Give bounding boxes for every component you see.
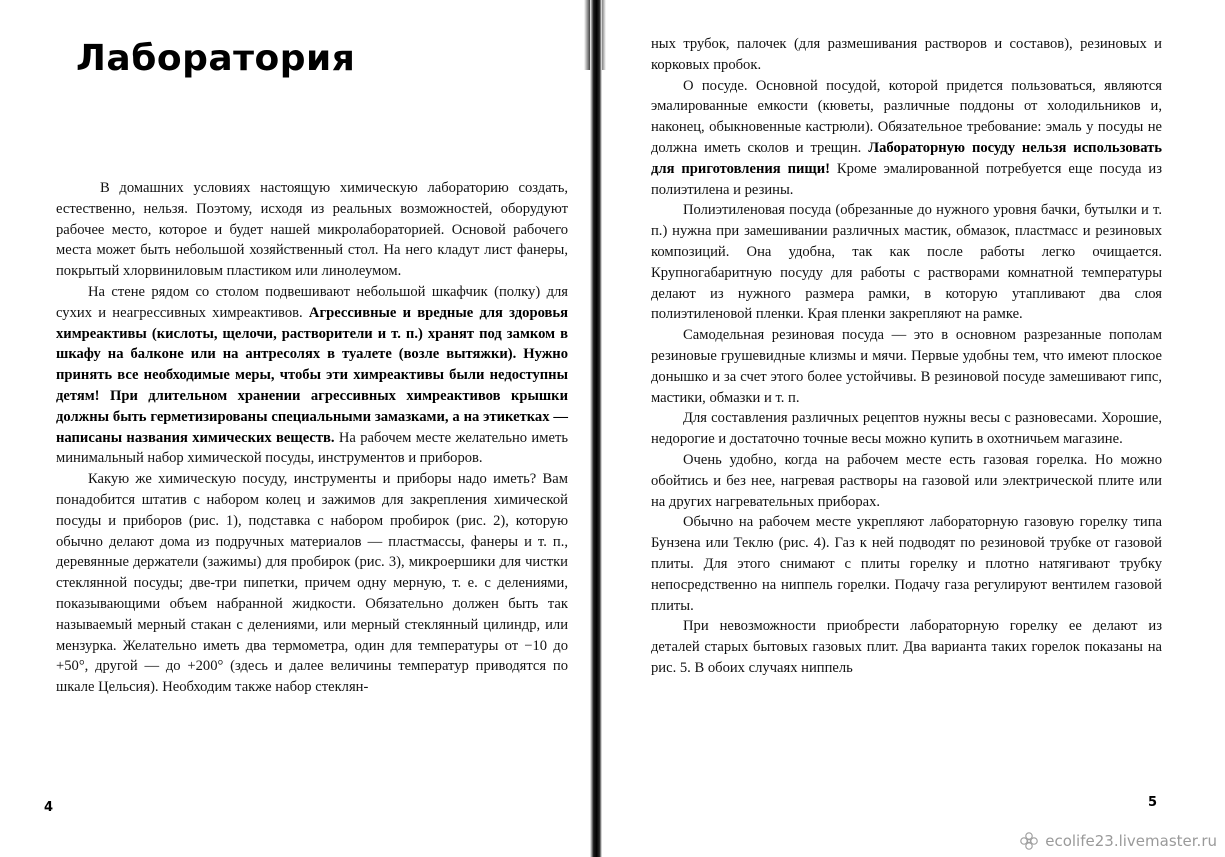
paragraph <box>651 34 1162 76</box>
text-run: Какую же химическую посуду, инструменты и приборы надо иметь? Вам понадобится штатив с набором колец и зажимов для закрепления химической посуды и приборов (рис. 1), подставка с набором пробирок (рис. 2), которую обычно делают дома из подручных материалов — пластмассы, фанеры и т. п., деревянные держатели (зажимы) для пробирок (рис. 3), микроершики для чистки стеклянной посуды; две-три пипетки, причем одну мерную, т. е. с делениями, показывающими объем набранной жидкости. Обязательно должен быть так называемый мерный стакан с делениями, или мерный стеклянный цилиндр, или мензурка. Желательно иметь два термометра, один для температуры от −10 до +50°, другой — до +200° (здесь и далее величины температур приводятся по шкале Цельсия). Необходим также набор стеклян- <box>56 471 568 696</box>
text-run: Полиэтиленовая посуда (обрезанные до нужного уровня бачки, бутылки и т. п.) нужна при замешивании различных мастик, обмазок, пластмасс и резиновых композиций. Она удобна, так как после работы легко очищается. Крупногабаритную посуду для работы с растворами комнатной температуры делают из нужного размера рамки, в которую утапливают два слоя полиэтиленовой пленки. Края пленки закрепляют на рамке. <box>651 202 1162 323</box>
watermark <box>1019 831 1217 851</box>
text-run: О посуде. Основной посудой, которой придется пользоваться, являются эмалированные емкости (кюветы, различные поддоны от холодильников и, наконец, обыкновенные кастрюли). Обязательное требование: эмаль у посуды не должна иметь сколов и трещин. <box>651 77 1162 156</box>
text-run: На стене рядом со столом подвешивают небольшой шкафчик (полку) для сухих и неагрессивных химреактивов. <box>56 283 568 321</box>
text-run: Для составления различных рецептов нужны весы с разновесами. Хорошие, недорогие и достаточно точные весы можно купить в охотничьем магазине. <box>651 410 1162 448</box>
left-page-body <box>56 178 568 698</box>
paragraph <box>56 178 568 282</box>
paragraph <box>651 450 1162 512</box>
text-run: Очень удобно, когда на рабочем месте есть газовая горелка. Но можно обойтись и без нее, нагревая растворы на газовой или электрической плите или на других нагревательных приборах. <box>651 451 1162 510</box>
text-run: На рабочем месте желательно иметь минимальный набор химической посуды, инструментов и приборов. <box>56 429 568 467</box>
page-number-left: 4 <box>44 800 54 815</box>
paragraph <box>651 325 1162 408</box>
right-page-body <box>651 34 1162 679</box>
paragraph <box>651 408 1162 450</box>
paragraph <box>651 200 1162 325</box>
paragraph <box>651 76 1162 201</box>
bold-text-run: Агрессивные и вредные для здоровья химреактивы (кислоты, щелочи, растворители и т. п.) хранят под замком в шкафу на балконе или на антресолях в туалете (возле вытяжки). Нужно принять все необходимые меры, чтобы эти химреактивы были недоступны детям! При длительном хранении агрессивных химреактивов крышки должны быть герметизированы специальными замазками, а на этикетках — написаны названия химических веществ. <box>56 304 568 446</box>
text-run: Обычно на рабочем месте укрепляют лабораторную газовую горелку типа Бунзена или Теклю (рис. 4). Газ к ней подводят по резиновой трубке от газовой плиты. Для этого снимают с плиты горелку и плотно натягивают трубку непосредственно на ниппель горелки. Подачу газа регулируют вентилем газовой плиты. <box>651 514 1162 614</box>
text-run: В домашних условиях настоящую химическую лабораторию создать, естественно, нельзя. Поэтому, исходя из реальных возможностей, оборудуют рабочее место, которое и будет нашей микролабораторией. Основой рабочего места может быть небольшой хозяйственный стол. На него кладут лист фанеры, покрытый хлорвиниловым пластиком или линолеумом. <box>56 180 568 280</box>
paragraph <box>56 282 568 469</box>
paragraph <box>651 512 1162 616</box>
text-run: ных трубок, палочек (для размешивания растворов и составов), резиновых и корковых пробок. <box>651 36 1162 73</box>
left-page <box>0 0 592 857</box>
chapter-title: Лаборатория <box>76 38 356 79</box>
bold-text-run: Лабораторную посуду нельзя использовать для приготовления пищи! <box>651 139 1162 177</box>
text-run: Самодельная резиновая посуда — это в основном разрезанные пополам резиновые грушевидные клизмы и мячи. Первые удобны тем, что имеют плоское донышко и за счет этого более устойчивы. В резиновой посуде замешивают гипс, мастики, обмазки и т. п. <box>651 327 1162 406</box>
watermark-text: ecolife23.livemaster.ru <box>1045 832 1217 850</box>
text-run: Кроме эмалированной потребуется еще посуда из полиэтилена и резины. <box>651 160 1162 198</box>
paragraph <box>651 616 1162 678</box>
book-gutter <box>590 0 602 857</box>
text-run: При невозможности приобрести лабораторную горелку ее делают из деталей старых бытовых газовых плит. Два варианта таких горелок показаны на рис. 5. В обоих случаях ниппель <box>651 618 1162 676</box>
right-page <box>604 0 1225 857</box>
paragraph <box>56 469 568 698</box>
flower-logo-icon <box>1019 831 1039 851</box>
page-number-right: 5 <box>1148 795 1158 810</box>
